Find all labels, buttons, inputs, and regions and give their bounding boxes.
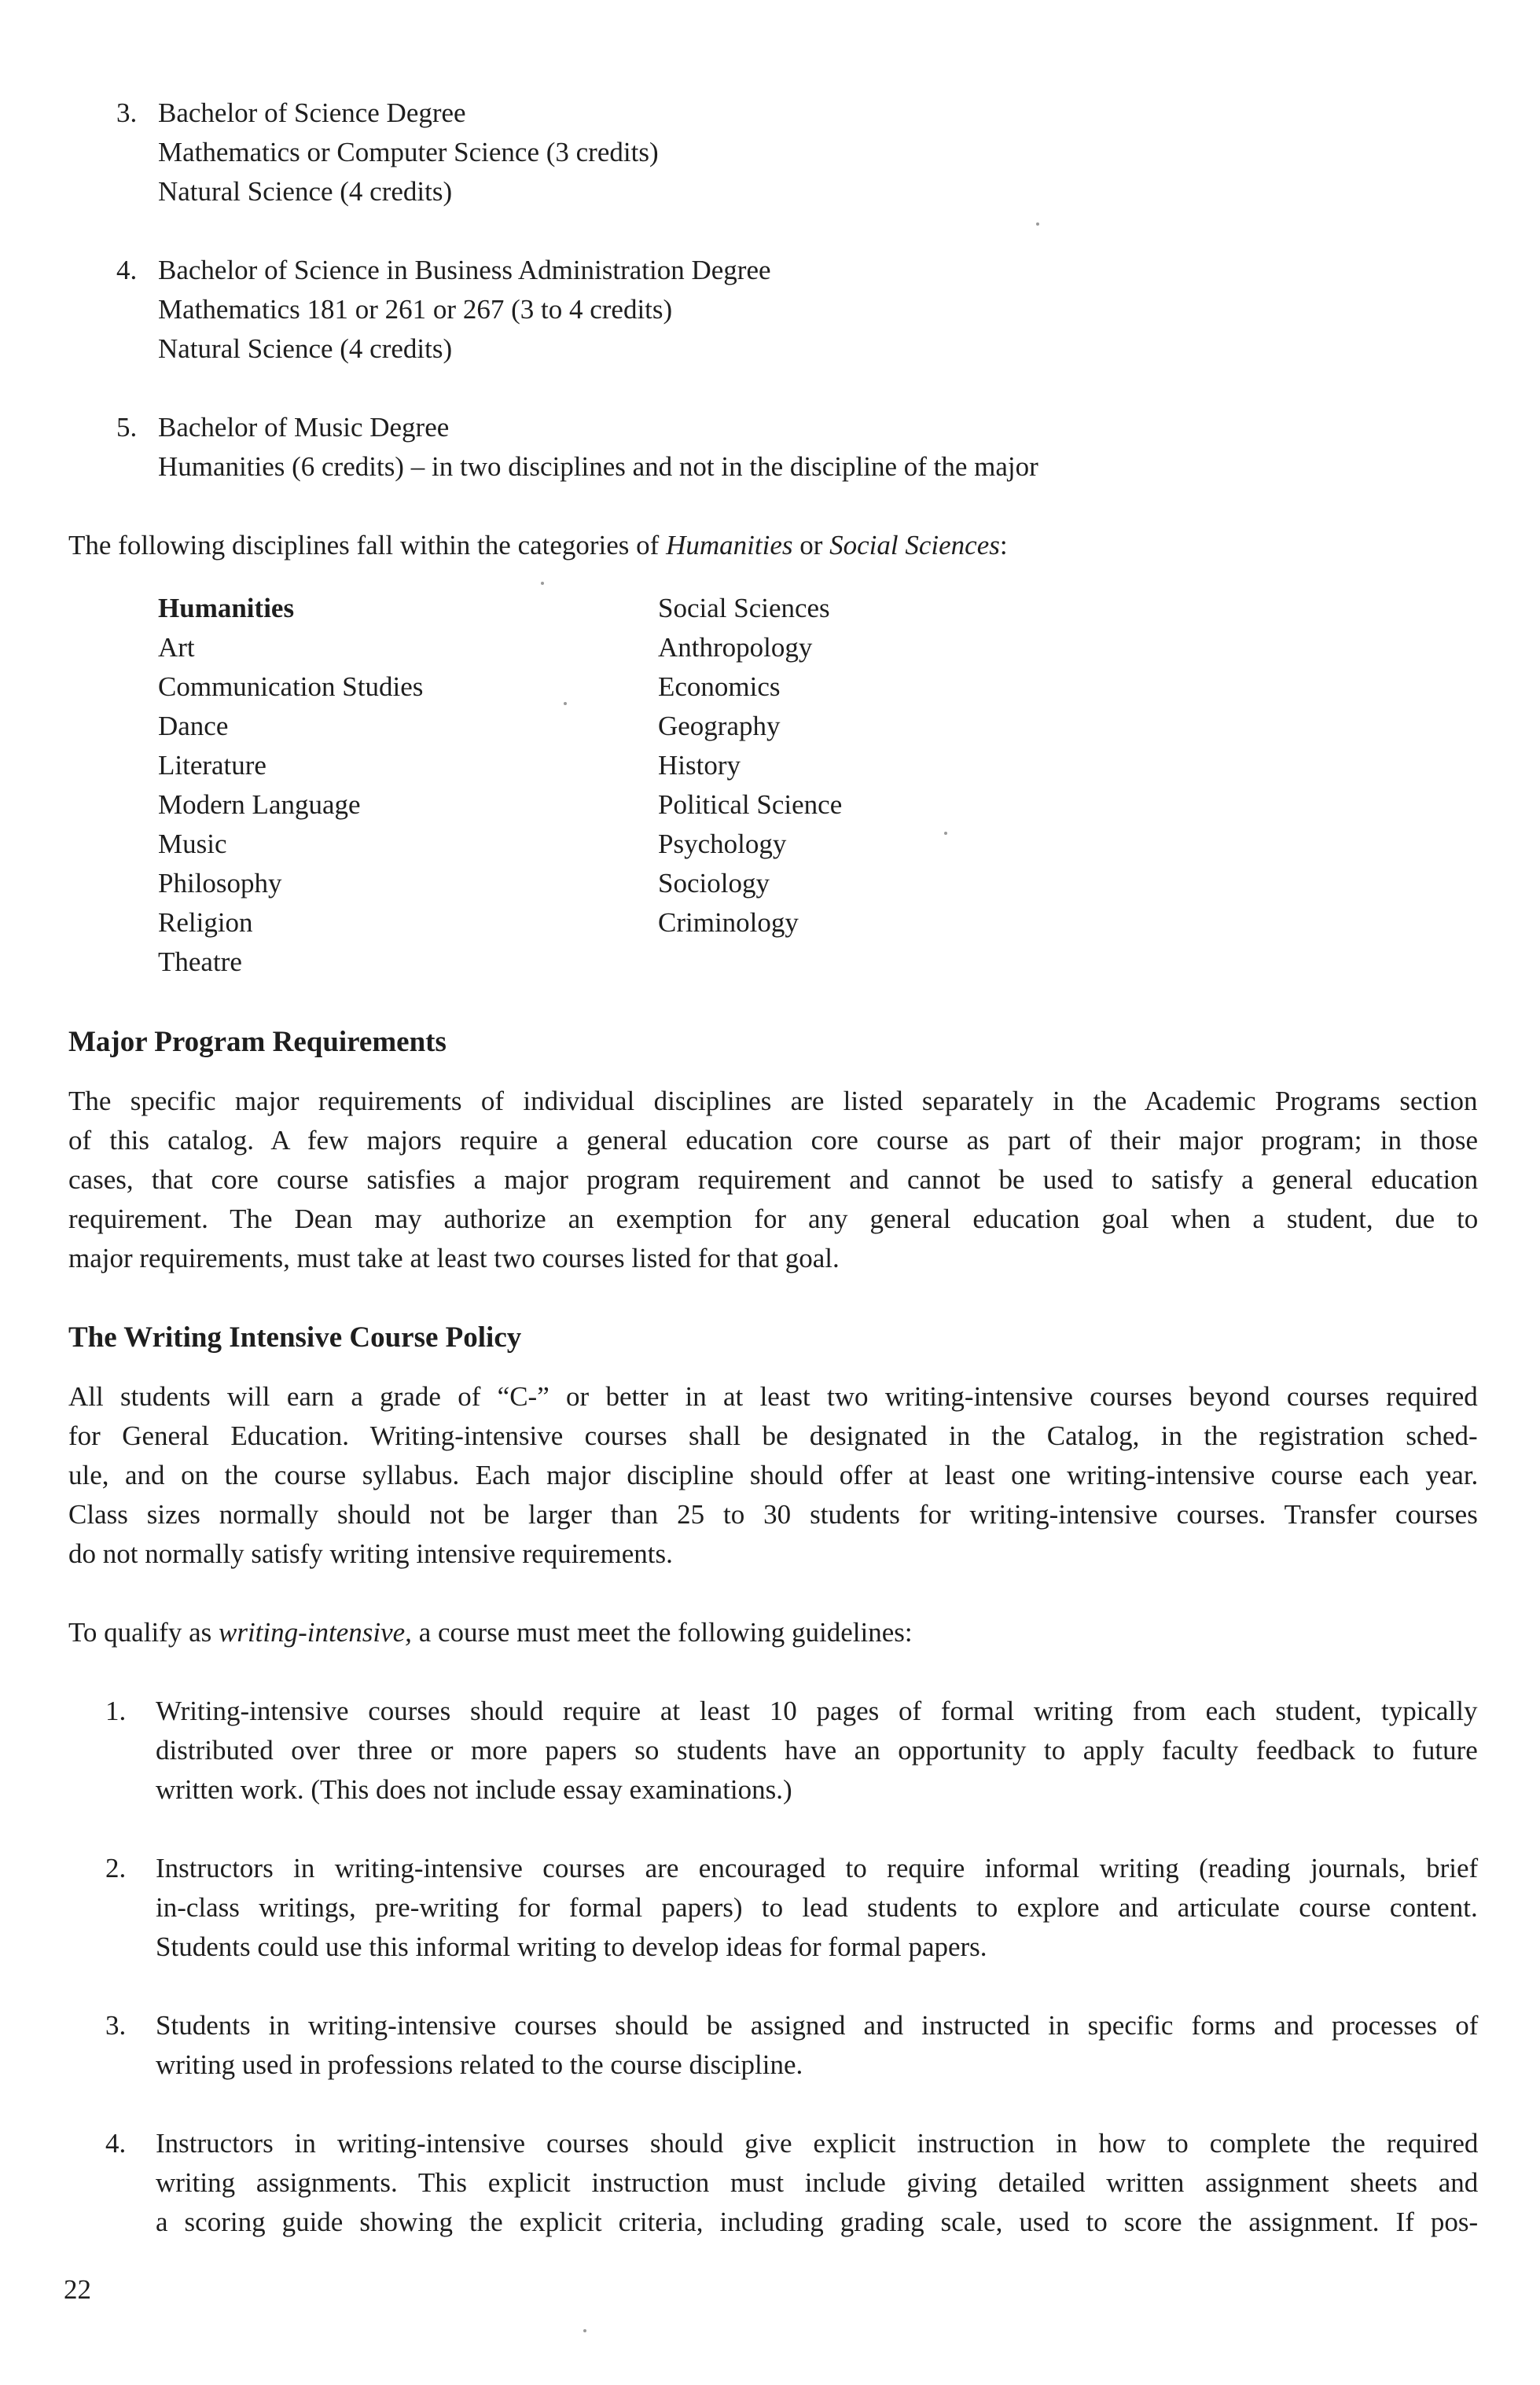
disciplines-intro-or: or [792, 530, 830, 560]
social-sciences-item: Psychology [658, 829, 787, 859]
guideline-4-line: Instructors in writing-intensive courses should give explicit instruction in how to complete the required [156, 2128, 1479, 2159]
writing-paragraph-line: for General Education. Writing-intensive courses shall be designated in the Catalog, in the registration sched- [68, 1420, 1478, 1451]
guideline-2-line: in-class writings, pre-writing for formal papers) to lead students to explore and articulate course content. [156, 1892, 1478, 1923]
humanities-item: Dance [158, 711, 229, 741]
writing-paragraph-line: Class sizes normally should not be larger than 25 to 30 students for writing-intensive courses. Transfer courses [68, 1499, 1478, 1530]
scan-speck [1036, 222, 1039, 226]
guideline-3-number: 3. [105, 2010, 127, 2041]
degree-4-number: 4. [116, 255, 138, 285]
guideline-4-number: 4. [105, 2128, 127, 2159]
writing-policy-heading: The Writing Intensive Course Policy [68, 1321, 522, 1354]
guideline-1-number: 1. [105, 1696, 127, 1726]
page-number: 22 [64, 2274, 91, 2305]
writing-paragraph-line: do not normally satisfy writing intensive requirements. [68, 1538, 673, 1569]
social-sciences-item: Economics [658, 671, 781, 702]
guideline-2-number: 2. [105, 1853, 127, 1883]
disciplines-intro [68, 526, 1008, 565]
guideline-4-line: writing assignments. This explicit instruction must include giving detailed written assignment sheets and [156, 2167, 1479, 2198]
humanities-item: Philosophy [158, 868, 282, 899]
degree-3-number: 3. [116, 97, 138, 128]
degree-4-line-2: Natural Science (4 credits) [158, 333, 453, 364]
humanities-column [158, 589, 423, 982]
guideline-2-line: Students could use this informal writing to develop ideas for formal papers. [156, 1931, 987, 1962]
major-paragraph-line: cases, that core course satisfies a major program requirement and cannot be used to satisfy a general education [68, 1164, 1479, 1195]
degree-5-line-1: Humanities (6 credits) – in two disciplines and not in the discipline of the major [158, 451, 1038, 482]
major-paragraph-line: of this catalog. A few majors require a general education core course as part of their major program; in those [68, 1125, 1479, 1156]
guideline-2-line: Instructors in writing-intensive courses are encouraged to require informal writing (reading journals, brief [156, 1853, 1479, 1883]
degree-5-title: Bachelor of Music Degree [158, 412, 450, 443]
major-paragraph-line: major requirements, must take at least two courses listed for that goal. [68, 1243, 840, 1273]
scan-speck [564, 702, 567, 705]
humanities-item: Music [158, 829, 227, 859]
degree-4-line-1: Mathematics 181 or 261 or 267 (3 to 4 credits) [158, 294, 673, 325]
social-sciences-item: Political Science [658, 789, 843, 820]
social-sciences-item: History [658, 750, 741, 781]
writing-paragraph-line: ule, and on the course syllabus. Each major discipline should offer at least one writing-intensive course each year. [68, 1460, 1479, 1490]
guideline-3-line: Students in writing-intensive courses should be assigned and instructed in specific forms and processes of [156, 2010, 1479, 2041]
humanities-item: Theatre [158, 946, 242, 977]
degree-3-title: Bachelor of Science Degree [158, 97, 466, 128]
humanities-item: Modern Language [158, 789, 361, 820]
humanities-item: Religion [158, 907, 253, 938]
writing-paragraph-line: All students will earn a grade of “C-” or better in at least two writing-intensive courses beyond courses required [68, 1381, 1478, 1412]
guideline-1-line: Writing-intensive courses should require at least 10 pages of formal writing from each student, typically [156, 1696, 1478, 1726]
humanities-item: Art [158, 632, 195, 663]
humanities-item: Literature [158, 750, 266, 781]
qualify-text-end: a course must meet the following guidelines: [411, 1617, 913, 1648]
qualify-text: To qualify as [68, 1617, 219, 1648]
guideline-4-line: a scoring guide showing the explicit criteria, including grading scale, used to score the assignment. If pos- [156, 2207, 1479, 2237]
guideline-3-line: writing used in professions related to the course discipline. [156, 2049, 803, 2080]
guideline-1-line: distributed over three or more papers so students have an opportunity to apply faculty feedback to future [156, 1735, 1478, 1766]
social-sciences-item: Geography [658, 711, 781, 741]
social-sciences-item: Anthropology [658, 632, 813, 663]
degree-3-line-1: Mathematics or Computer Science (3 credits) [158, 137, 659, 167]
disciplines-intro-text: The following disciplines fall within the categories of [68, 530, 667, 560]
social-sciences-heading: Social Sciences [658, 593, 830, 623]
scan-speck [541, 582, 544, 585]
disciplines-intro-colon: : [999, 530, 1008, 560]
disciplines-intro-humanities: Humanities [666, 530, 793, 560]
qualify-term: writing-intensive, [218, 1617, 412, 1648]
qualify-sentence [68, 1613, 913, 1652]
social-sciences-column [658, 589, 842, 943]
disciplines-intro-social: Social Sciences [829, 530, 1000, 560]
scan-speck [944, 832, 947, 835]
social-sciences-item: Sociology [658, 868, 770, 899]
social-sciences-item: Criminology [658, 907, 799, 938]
scan-speck [583, 2329, 586, 2332]
degree-3-line-2: Natural Science (4 credits) [158, 176, 453, 207]
humanities-item: Communication Studies [158, 671, 424, 702]
major-paragraph-line: requirement. The Dean may authorize an exemption for any general education goal when a student, due to [68, 1204, 1479, 1234]
degree-4-title: Bachelor of Science in Business Administration Degree [158, 255, 771, 285]
humanities-heading: Humanities [158, 593, 295, 623]
degree-5-number: 5. [116, 412, 138, 443]
guideline-1-line: written work. (This does not include essay examinations.) [156, 1774, 792, 1805]
major-requirements-heading: Major Program Requirements [68, 1026, 447, 1058]
major-paragraph-line: The specific major requirements of individual disciplines are listed separately in the Academic Programs section [68, 1086, 1478, 1116]
